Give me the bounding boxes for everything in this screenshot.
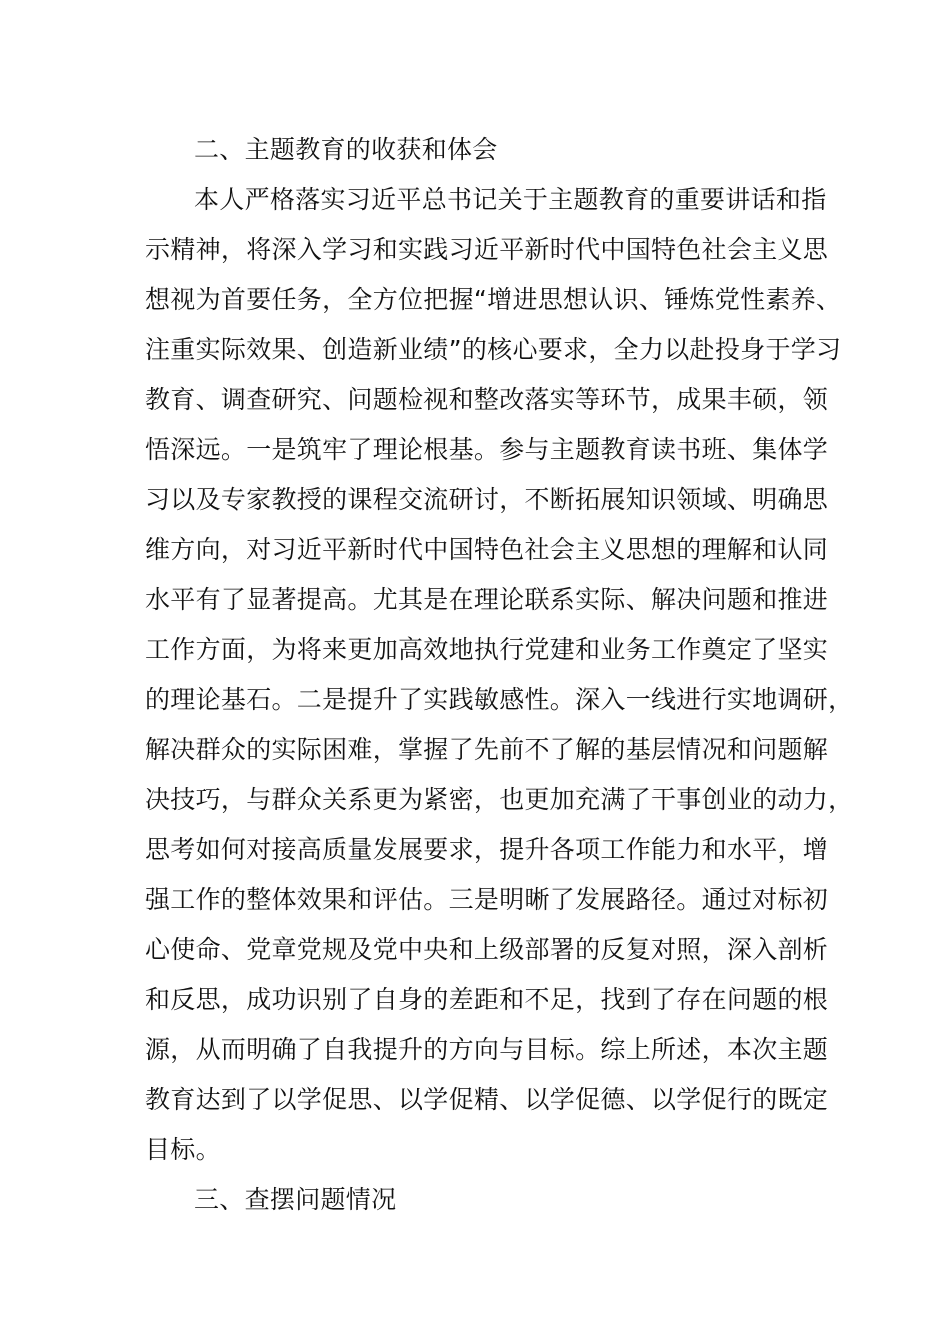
paragraph-line: 思考如何对接高质量发展要求，提升各项工作能力和水平，增 (145, 835, 829, 864)
paragraph-line: 和反思，成功识别了自身的差距和不足，找到了存在问题的根 (145, 985, 829, 1014)
paragraph-line: 决技巧，与群众关系更为紧密，也更加充满了干事创业的动力， (145, 785, 854, 814)
paragraph-line: 习以及专家教授的课程交流研讨，不断拓展知识领域、明确思 (145, 485, 829, 514)
paragraph-line: 示精神，将深入学习和实践习近平新时代中国特色社会主义思 (145, 235, 829, 264)
paragraph-line: 本人严格落实习近平总书记关于主题教育的重要讲话和指 (194, 185, 827, 214)
paragraph-line: 强工作的整体效果和评估。三是明晰了发展路径。通过对标初 (145, 885, 829, 914)
paragraph-line: 目标。 (145, 1135, 221, 1164)
paragraph-line: 水平有了显著提高。尤其是在理论联系实际、解决问题和推进 (145, 585, 829, 614)
paragraph-line: 工作方面，为将来更加高效地执行党建和业务工作奠定了坚实 (145, 635, 829, 664)
paragraph-line: 源，从而明确了自我提升的方向与目标。综上所述，本次主题 (145, 1035, 829, 1064)
section-heading-two: 二、主题教育的收获和体会 (194, 135, 498, 164)
paragraph-line: 想视为首要任务，全方位把握“增进思想认识、锤炼党性素养、 (145, 285, 842, 314)
paragraph-line: 解决群众的实际困难，掌握了先前不了解的基层情况和问题解 (145, 735, 829, 764)
paragraph-line: 的理论基石。二是提升了实践敏感性。深入一线进行实地调研， (145, 685, 854, 714)
paragraph-line: 教育、调查研究、问题检视和整改落实等环节，成果丰硕，领 (145, 385, 829, 414)
section-heading-three: 三、查摆问题情况 (194, 1185, 397, 1214)
paragraph-line: 注重实际效果、创造新业绩”的核心要求，全力以赴投身于学习 (145, 335, 842, 364)
paragraph-line: 教育达到了以学促思、以学促精、以学促德、以学促行的既定 (145, 1085, 829, 1114)
paragraph-line: 维方向，对习近平新时代中国特色社会主义思想的理解和认同 (145, 535, 829, 564)
paragraph-line: 心使命、党章党规及党中央和上级部署的反复对照，深入剖析 (145, 935, 829, 964)
paragraph-line: 悟深远。一是筑牢了理论根基。参与主题教育读书班、集体学 (145, 435, 829, 464)
